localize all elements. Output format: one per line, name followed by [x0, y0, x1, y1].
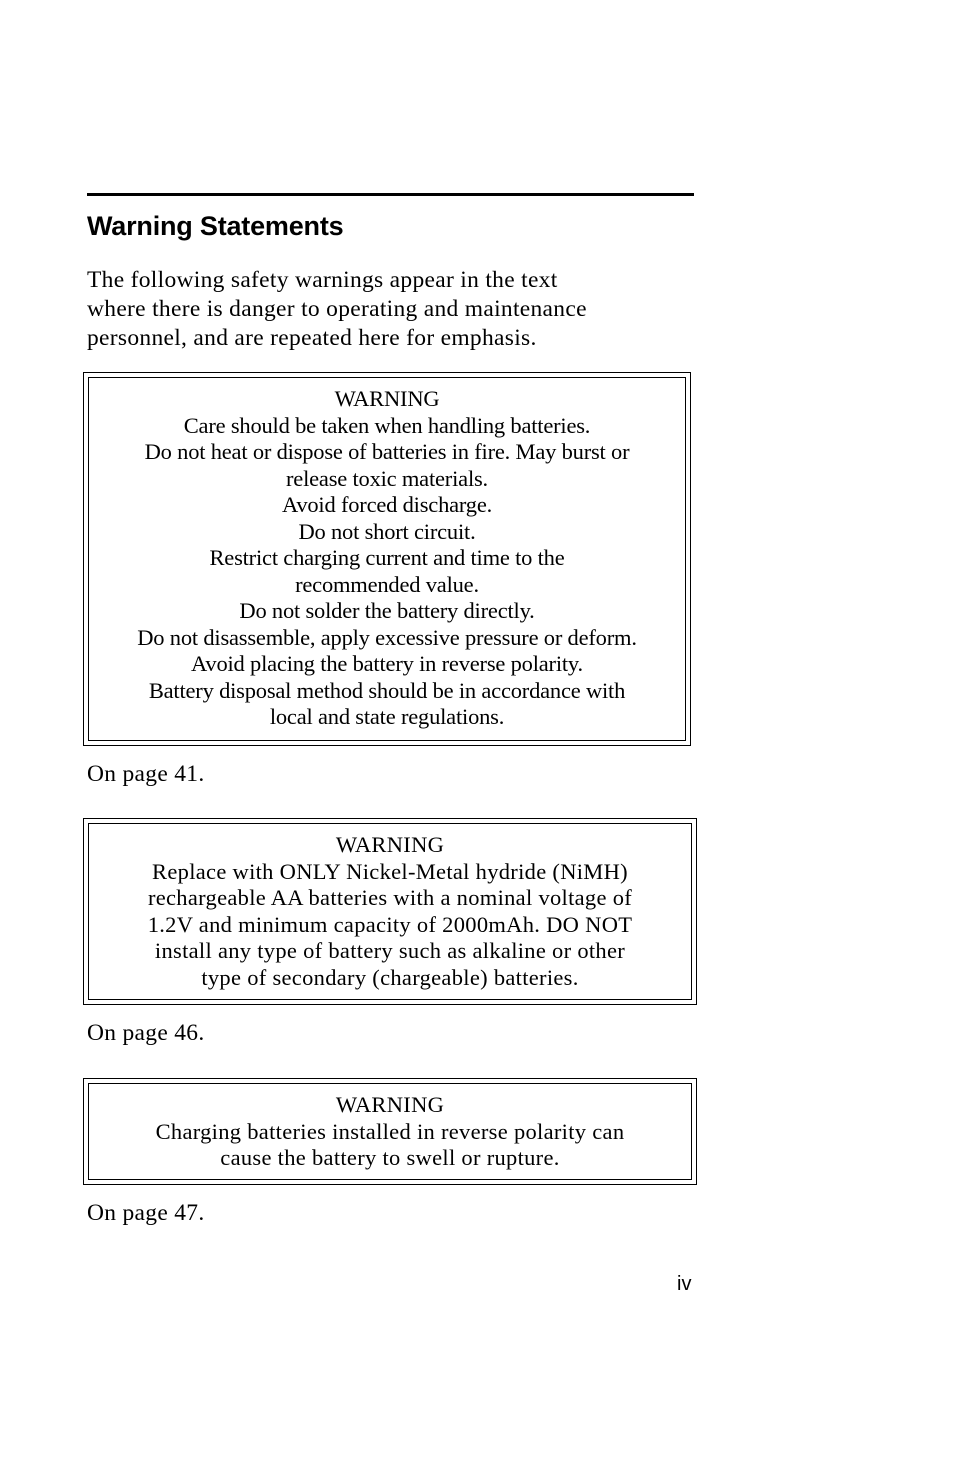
page-reference: On page 46.	[87, 1020, 205, 1046]
warning-line: Do not heat or dispose of batteries in fire. May burst or	[144, 439, 630, 464]
warning-line: Battery disposal method should be in accordance with	[148, 677, 626, 703]
warning-line: Care should be taken when handling batteries.	[183, 412, 591, 438]
warning-box-inner	[88, 823, 692, 1000]
warning-line: Avoid placing the battery in reverse polarity.	[191, 651, 583, 676]
warning-box-polarity	[83, 1078, 697, 1185]
warning-line: cause the battery to swell or rupture.	[220, 1145, 560, 1170]
page-reference: On page 47.	[87, 1200, 205, 1226]
warning-line: recommended value.	[295, 571, 479, 597]
page-reference: On page 41.	[87, 761, 205, 787]
warning-line: rechargeable AA batteries with a nominal voltage of	[147, 885, 633, 910]
warning-line: Replace with ONLY Nickel-Metal hydride (NiMH)	[152, 858, 628, 884]
intro-line: The following safety warnings appear in the text	[87, 267, 558, 293]
warning-title: WARNING	[334, 386, 440, 411]
warning-box-inner	[88, 377, 686, 741]
page-title: Warning Statements	[87, 211, 344, 241]
warning-line: local and state regulations.	[269, 704, 505, 729]
warning-box-nimh	[83, 818, 697, 1005]
warning-line: install any type of battery such as alkaline or other	[154, 938, 626, 963]
warning-line: Do not disassemble, apply excessive pressure or deform.	[137, 624, 637, 650]
warning-line: Charging batteries installed in reverse polarity can	[155, 1118, 625, 1144]
warning-title: WARNING	[335, 832, 445, 857]
warning-line: type of secondary (chargeable) batteries.	[201, 964, 579, 990]
warning-line: Do not short circuit.	[298, 518, 476, 544]
warning-line: 1.2V and minimum capacity of 2000mAh. DO NOT	[147, 911, 633, 937]
warning-box-inner	[88, 1083, 692, 1180]
intro-line: personnel, and are repeated here for emphasis.	[87, 325, 537, 351]
warning-title: WARNING	[335, 1092, 445, 1117]
warning-line: Do not solder the battery directly.	[239, 598, 535, 623]
intro-paragraph	[87, 266, 697, 353]
warning-line: Restrict charging current and time to the	[209, 545, 565, 570]
warning-box-batteries	[83, 372, 691, 746]
intro-line: where there is danger to operating and maintenance	[87, 296, 587, 322]
warning-line: Avoid forced discharge.	[281, 492, 493, 517]
page-number: iv	[677, 1273, 692, 1295]
warning-line: release toxic materials.	[286, 465, 488, 491]
heading-rule	[87, 193, 694, 196]
